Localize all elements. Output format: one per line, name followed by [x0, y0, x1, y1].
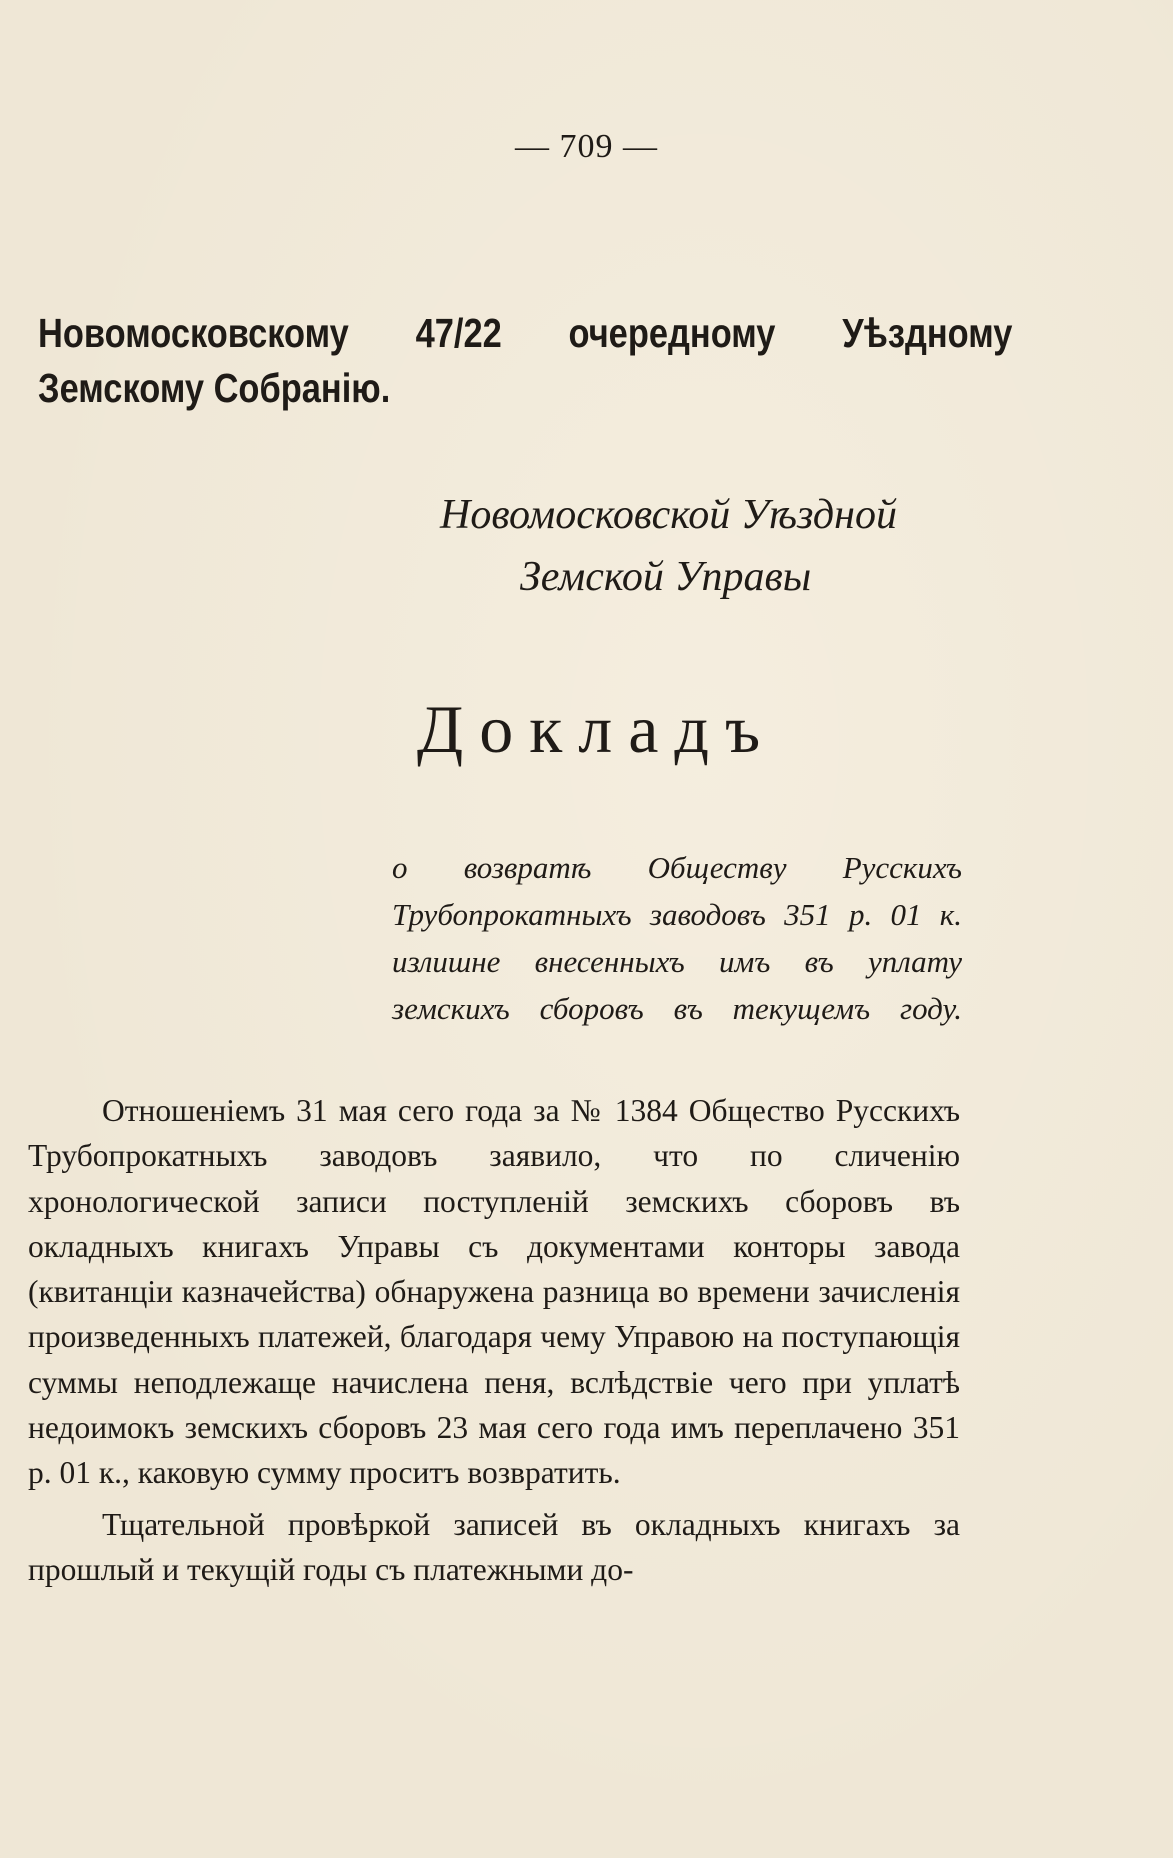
sender-line2: Земской Управы [520, 554, 812, 600]
report-subject: о возвратѣ Обществу Русскихъ Трубопрокатныхъ заводовъ 351 р. 01 к. излишне внесенныхъ имъ въ уплату земскихъ сборовъ въ текущемъ году. [392, 850, 962, 1026]
heading-word: 47/22 [415, 310, 502, 356]
addressee-heading-line1 [38, 306, 1012, 361]
heading-word: Уѣздному [842, 310, 1013, 356]
sender-line1: Новомосковской Уѣздной [440, 492, 897, 538]
heading-word: очередному [568, 310, 776, 356]
addressee-heading [38, 306, 1013, 416]
body-paragraph: Тщательной провѣркой записей въ окладныхъ книгахъ за прошлый и текущій годы съ платежными до- [28, 1506, 960, 1587]
page-number: — 709 — [515, 128, 658, 165]
document-title: Докладъ [416, 691, 777, 767]
report-body [28, 1088, 960, 1592]
addressee-heading-line2: Земскому Собранію. [38, 365, 391, 411]
heading-word: Новомосковскому [38, 310, 349, 356]
sender-block [440, 484, 940, 608]
body-paragraph: Отношеніемъ 31 мая сего года за № 1384 Общество Русскихъ Трубопрокатныхъ заводовъ заявило, что по сличенію хронологической записи поступленій земскихъ сборовъ въ окладныхъ книгахъ Управы съ документами конторы завода (квитанціи казначейства) обнаружена разница во времени зачисленія произведенныхъ платежей, благодаря чему Управою на поступающія суммы неподлежаще начислена пеня, вслѣдствіе чего при уплатѣ недоимокъ земскихъ сборовъ 23 мая сего года имъ переплачено 351 р. 01 к., каковую сумму проситъ возвратить. [28, 1093, 960, 1491]
